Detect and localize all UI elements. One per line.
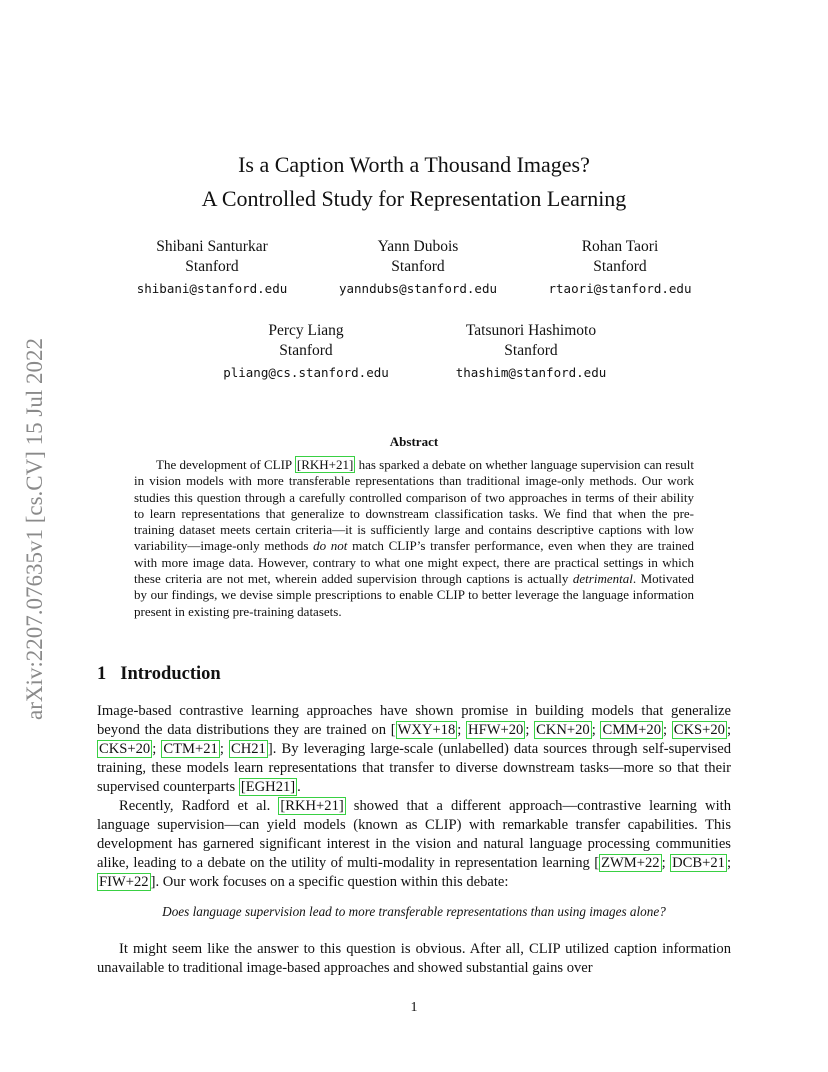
- body-span: .: [297, 779, 301, 796]
- section-number: 1: [97, 664, 107, 684]
- separator: ;: [591, 722, 601, 739]
- author-affiliation: Stanford: [391, 258, 445, 275]
- abstract-span: . Motivated by our findings, we devise simple prescriptions to enable CLIP to better leverage the language information present in existing pre-training datasets.: [134, 571, 695, 619]
- citation-link[interactable]: [RKH+21]: [280, 798, 344, 814]
- bracket: [: [390, 722, 396, 739]
- author-affiliation: Stanford: [279, 342, 333, 359]
- separator: ;: [152, 741, 162, 758]
- body-span: . Our work focuses on a specific question within this debate:: [155, 874, 509, 891]
- body-span: Image-based contrastive learning approaches have shown promise in building models that generalize beyond the data distributions they are trained on: [97, 703, 731, 739]
- author-email[interactable]: yanndubs@stanford.edu: [338, 281, 498, 296]
- abstract-emphasis: detrimental: [572, 571, 633, 587]
- abstract-text: [134, 457, 694, 620]
- section-heading: [97, 664, 221, 685]
- abstract-span: match CLIP’s transfer performance, even when they are trained with more image data. However, contrary to what one might expect, there are practical settings in which these criteria are not met, wherein added supervision through captions is actually: [134, 538, 694, 587]
- separator: ;: [661, 855, 671, 872]
- author-name: Rohan Taori: [581, 238, 659, 255]
- citation-link[interactable]: WXY+18: [397, 722, 456, 739]
- citation-link[interactable]: CKS+20: [99, 741, 151, 758]
- author-email[interactable]: shibani@stanford.edu: [136, 281, 288, 296]
- separator: ;: [457, 722, 467, 739]
- citation-link[interactable]: CTM+21: [163, 741, 218, 758]
- citation-link[interactable]: ZWM+22: [601, 855, 660, 872]
- intro-paragraph-1: [97, 702, 731, 797]
- bracket: ]: [150, 874, 156, 891]
- citation-link[interactable]: CH21: [230, 741, 266, 758]
- arxiv-sidebar: [10, 294, 60, 764]
- author-name: Shibani Santurkar: [156, 238, 268, 255]
- page-number: 1: [410, 1000, 418, 1015]
- citation-link[interactable]: DCB+21: [672, 855, 725, 872]
- author-block: [196, 321, 416, 383]
- citation-link[interactable]: CMM+20: [602, 722, 661, 739]
- bracket: [: [594, 855, 600, 872]
- title-line-1: Is a Caption Worth a Thousand Images?: [238, 152, 590, 177]
- author-name: Tatsunori Hashimoto: [465, 322, 597, 339]
- abstract-span: has sparked a debate on whether language supervision can result in vision models with more transferable representations than traditional image-only methods. Our work studies this question through a carefully controlled comparison of two approaches in terms of their ability to learn representations that generalize to downstream classification tasks. We find that when the pre-training dataset meets certain criteria—it is sufficiently large and contains descriptive captions with low variability—image-only methods: [134, 457, 695, 554]
- citation-link[interactable]: CKN+20: [536, 722, 590, 739]
- author-email[interactable]: thashim@stanford.edu: [455, 365, 607, 380]
- abstract-heading: Abstract: [389, 434, 439, 449]
- arxiv-identifier: arXiv:2207.07635v1 [cs.CV] 15 Jul 2022: [22, 337, 47, 721]
- abstract-emphasis: do not: [313, 538, 348, 554]
- author-block: [112, 237, 312, 299]
- citation-link[interactable]: CKS+20: [673, 722, 725, 739]
- author-affiliation: Stanford: [185, 258, 239, 275]
- separator: ;: [726, 722, 732, 739]
- author-affiliation: Stanford: [593, 258, 647, 275]
- research-question: Does language supervision lead to more transferable representations than using images alone?: [162, 904, 666, 919]
- author-block: [421, 321, 641, 383]
- author-email[interactable]: rtaori@stanford.edu: [548, 281, 692, 296]
- citation-link[interactable]: [EGH21]: [240, 779, 296, 796]
- intro-paragraph-2: [97, 797, 731, 892]
- author-email[interactable]: pliang@cs.stanford.edu: [223, 365, 389, 380]
- citation-link[interactable]: HFW+20: [468, 722, 524, 739]
- bracket: ]: [267, 741, 273, 758]
- body-span: . By leveraging large-scale (unlabelled) data sources through self-supervised training, these models learn representations that transfer to diverse downstream tasks—more so that their supervised counterparts: [97, 741, 732, 796]
- separator: ;: [219, 741, 229, 758]
- citation-link[interactable]: [RKH+21]: [296, 457, 354, 472]
- separator: ;: [726, 855, 731, 872]
- author-name: Percy Liang: [268, 322, 344, 339]
- body-span: Recently, Radford et al.: [119, 798, 279, 814]
- author-affiliation: Stanford: [504, 342, 558, 359]
- author-block: [318, 237, 518, 299]
- author-name: Yann Dubois: [377, 238, 459, 255]
- body-span: showed that a different approach—contrastive learning with language supervision—can yield models (known as CLIP) with remarkable transfer capabilities. This development has garnered significant interest in the vision and natural language processing communities alike, leading to a debate on the utility of multi-modality in representation learning: [97, 798, 731, 872]
- author-block: [520, 237, 720, 299]
- separator: ;: [663, 722, 672, 739]
- intro-paragraph-3: It might seem like the answer to this question is obvious. After all, CLIP utilized caption information unavailable to traditional image-based approaches and showed substantial gains over: [97, 941, 731, 977]
- paper-title: [0, 148, 828, 216]
- citation-link[interactable]: FIW+22: [99, 874, 149, 891]
- abstract-span: The development of CLIP: [156, 457, 295, 472]
- separator: ;: [525, 722, 535, 739]
- title-line-2: A Controlled Study for Representation Learning: [201, 186, 627, 211]
- section-title: Introduction: [120, 664, 221, 684]
